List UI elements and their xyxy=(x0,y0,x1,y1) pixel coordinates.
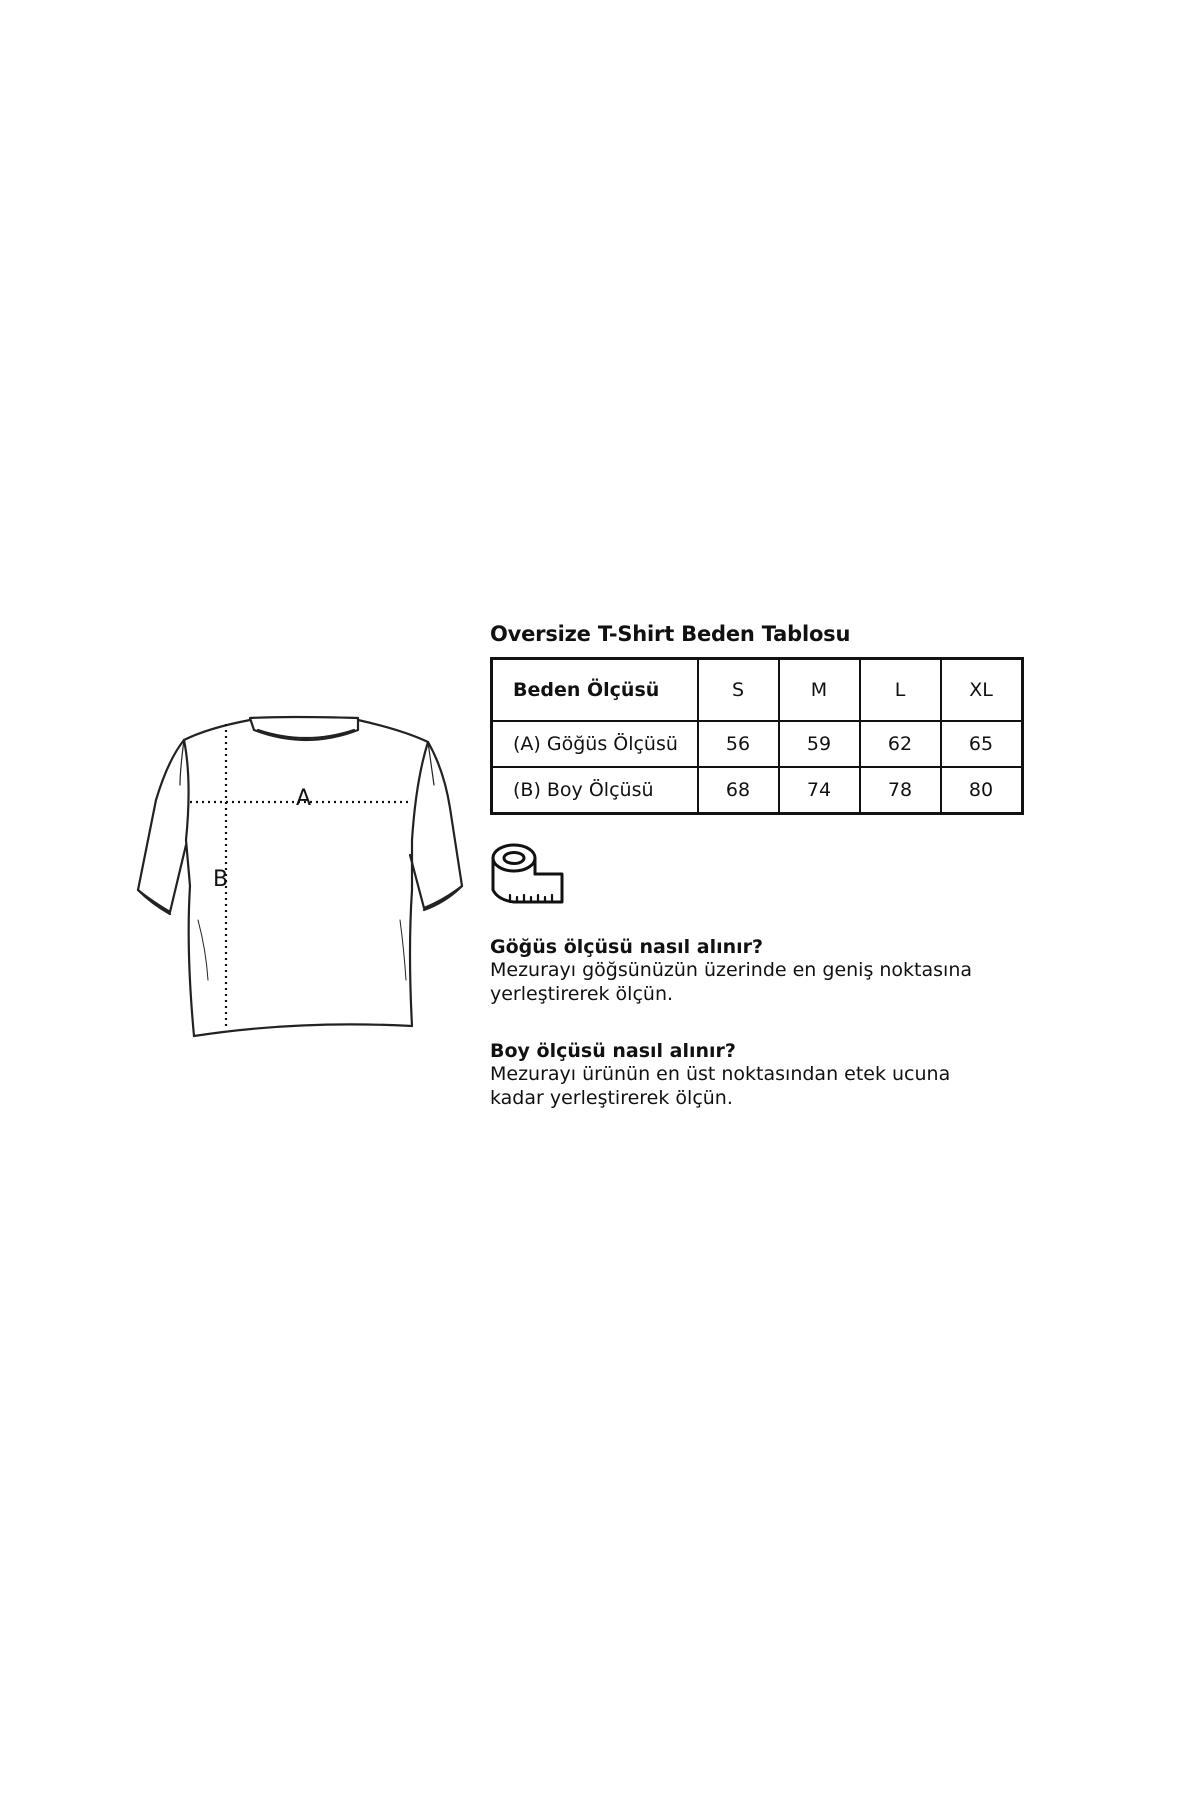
header-label-cell: Beden Ölçüsü xyxy=(492,659,698,722)
size-chart-title: Oversize T-Shirt Beden Tablosu xyxy=(490,622,851,646)
chest-howto-title: Göğüs ölçüsü nasıl alınır? xyxy=(490,936,764,958)
table-cell: 56 xyxy=(698,721,779,767)
size-table xyxy=(490,657,1024,815)
size-header-l: L xyxy=(860,659,941,722)
table-cell: 65 xyxy=(941,721,1023,767)
chest-howto-text: Mezurayı göğsünüzün üzerinde en geniş noktasına yerleştirerek ölçün. xyxy=(490,959,973,1005)
tshirt-diagram xyxy=(128,690,468,1070)
size-header-s: S xyxy=(698,659,779,722)
table-row xyxy=(492,767,1023,814)
table-cell: 80 xyxy=(941,767,1023,814)
table-cell: 74 xyxy=(779,767,860,814)
row-label-chest: (A) Göğüs Ölçüsü xyxy=(492,721,698,767)
table-cell: 78 xyxy=(860,767,941,814)
size-header-xl: XL xyxy=(941,659,1023,722)
table-cell: 62 xyxy=(860,721,941,767)
length-howto-text: Mezurayı ürünün en üst noktasından etek ucuna kadar yerleştirerek ölçün. xyxy=(490,1063,951,1109)
size-header-m: M xyxy=(779,659,860,722)
table-row xyxy=(492,721,1023,767)
length-howto-title: Boy ölçüsü nasıl alınır? xyxy=(490,1040,736,1062)
table-cell: 68 xyxy=(698,767,779,814)
measuring-tape-icon xyxy=(490,840,566,906)
row-label-length: (B) Boy Ölçüsü xyxy=(492,767,698,814)
table-header-row xyxy=(492,659,1023,722)
length-measure-label: B xyxy=(213,867,229,892)
chest-measure-label: A xyxy=(296,786,312,811)
table-cell: 59 xyxy=(779,721,860,767)
